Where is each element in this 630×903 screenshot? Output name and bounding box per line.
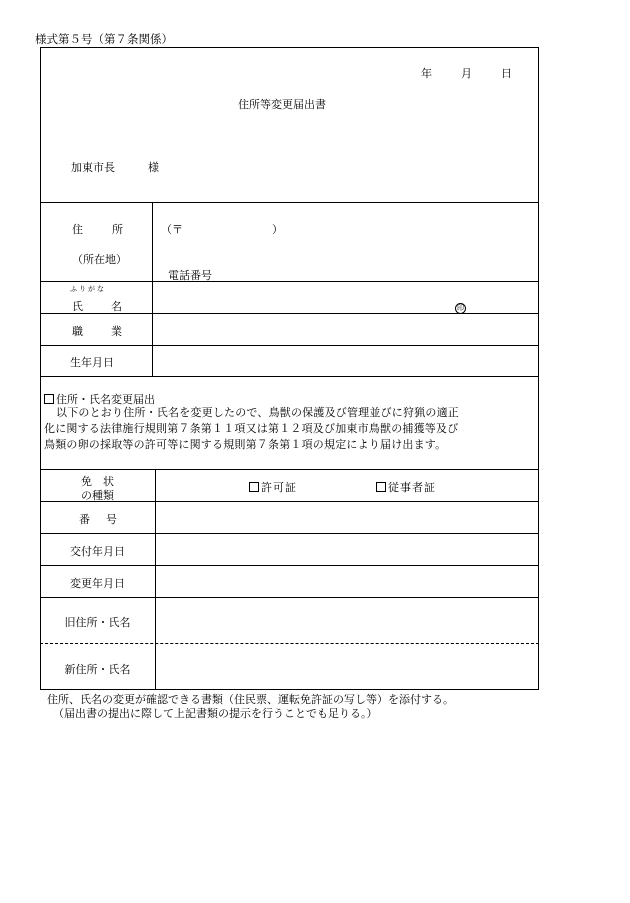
- divider: [40, 469, 539, 470]
- honorific: 様: [148, 161, 159, 174]
- column-divider: [155, 469, 156, 690]
- option-worker-label: 従事者証: [388, 481, 436, 494]
- option-permit[interactable]: [249, 479, 297, 495]
- old-address-name-label: 旧住所・氏名: [64, 616, 131, 629]
- occupation-label-2: 業: [111, 325, 122, 338]
- form-frame: [40, 47, 539, 690]
- change-date-label: 変更年月日: [70, 577, 125, 590]
- address-label-2: 所: [112, 223, 123, 236]
- notification-body: [44, 405, 536, 453]
- year-label: 年: [421, 67, 432, 80]
- dashed-divider: [40, 643, 539, 644]
- divider: [40, 597, 539, 598]
- address-label-1: 住: [72, 223, 83, 236]
- option-worker[interactable]: [376, 479, 436, 495]
- license-type-label-2: の種類: [81, 489, 114, 502]
- day-label: 日: [501, 67, 512, 80]
- birthdate-label: 生年月日: [70, 356, 114, 369]
- issue-date-label: 交付年月日: [70, 545, 125, 558]
- postal-prefix: （〒: [161, 223, 183, 236]
- checkbox-icon[interactable]: [376, 482, 386, 492]
- seal-glyph: 印: [457, 304, 464, 312]
- option-permit-label: 許可証: [261, 481, 297, 494]
- body-line: 化に関する法律施行規則第７条第１１項又は第１２項及び加東市鳥獣の捕獲等及び: [44, 422, 459, 435]
- divider: [40, 533, 539, 534]
- month-label: 月: [461, 67, 472, 80]
- form-title: 住所等変更届出書: [238, 98, 326, 111]
- addressee: 加東市長: [71, 161, 115, 174]
- checkbox-icon[interactable]: [44, 394, 54, 404]
- name-label-1: 氏: [72, 300, 83, 313]
- seal-icon: [455, 300, 466, 314]
- notification-checkbox-label: 住所・氏名変更届出: [56, 393, 155, 406]
- divider: [40, 345, 539, 346]
- number-label-2: 号: [106, 513, 117, 526]
- divider: [40, 202, 539, 203]
- footnote: 住所、氏名の変更が確認できる書類（住民票、運転免許証の写し等）を添付する。: [47, 693, 454, 706]
- number-label-1: 番: [79, 513, 90, 526]
- body-line: 鳥類の卵の採取等の許可等に関する規則第７条第１項の規定により届け出ます。: [44, 438, 447, 451]
- new-address-name-label: 新住所・氏名: [64, 663, 131, 676]
- divider: [40, 281, 539, 282]
- checkbox-icon[interactable]: [249, 482, 259, 492]
- body-line: 以下のとおり住所・氏名を変更したので、鳥獣の保護及び管理並びに狩猟の適正: [56, 406, 459, 419]
- name-label-2: 名: [111, 300, 122, 313]
- form-number: 様式第５号（第７条関係）: [35, 32, 173, 46]
- postal-suffix: ）: [272, 223, 283, 236]
- divider: [40, 565, 539, 566]
- license-type-label-1: 免 状: [81, 475, 114, 488]
- phone-label: 電話番号: [168, 269, 212, 282]
- divider: [40, 376, 539, 377]
- address-sub-label: （所在地）: [72, 253, 127, 266]
- column-divider: [152, 202, 153, 376]
- occupation-label-1: 職: [72, 325, 83, 338]
- furigana-label: ふりがな: [70, 285, 106, 293]
- footnote: （届出書の提出に際して上記書類の提示を行うことでも足りる。）: [53, 707, 378, 720]
